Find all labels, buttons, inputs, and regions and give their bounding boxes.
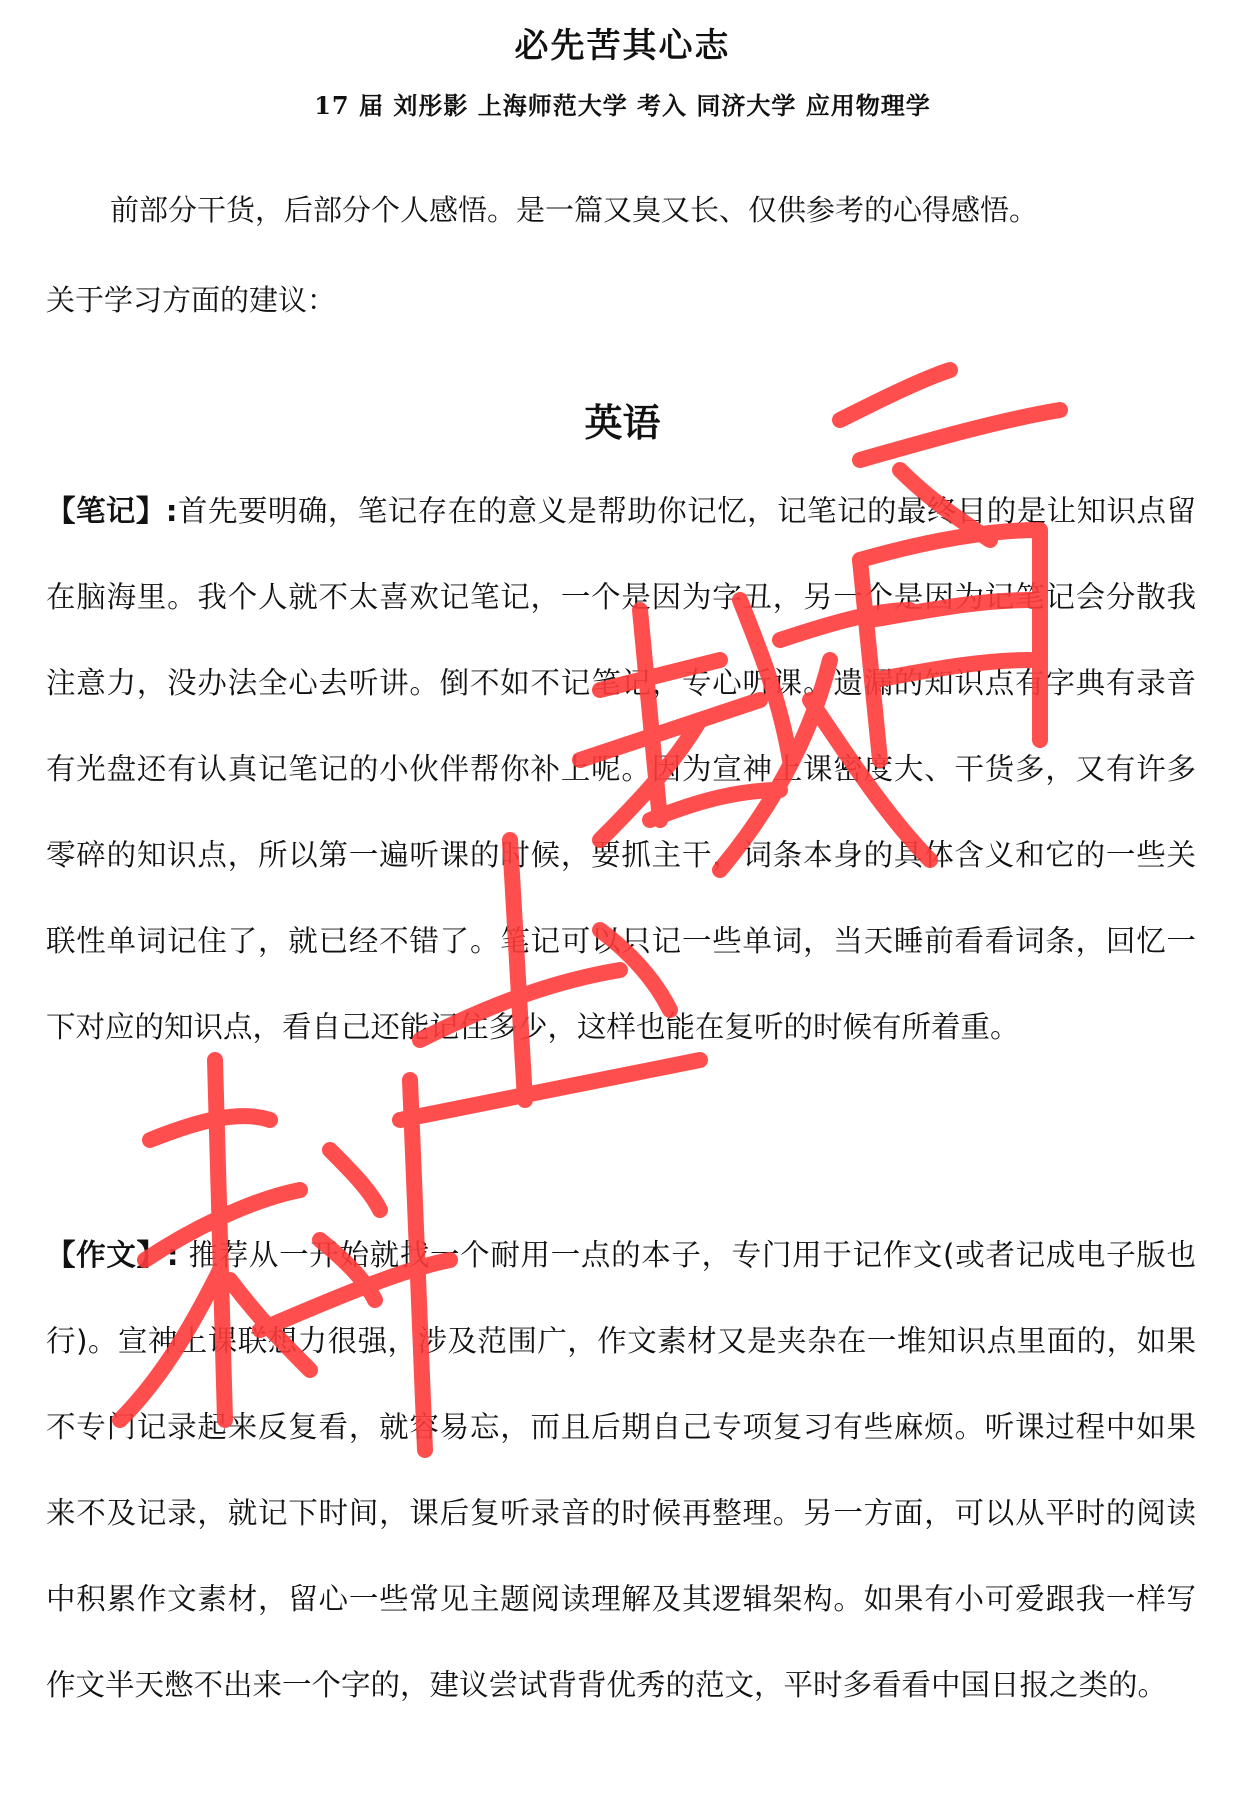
notes-paragraph (46, 468, 1196, 1070)
intro-paragraph: 前部分干货，后部分个人感悟。是一篇又臭又长、仅供参考的心得感悟。 (110, 193, 1039, 227)
notes-tag: 【笔记】: (46, 494, 178, 528)
notes-text: 首先要明确，笔记存在的意义是帮助你记忆，记笔记的最终目的是让知识点留在脑海里。我个人就不太喜欢记笔记，一个是因为字丑，另一个是因为记笔记会分散我注意力，没办法全心去听讲。倒不如不记笔记，专心听课。遗漏的知识点有字典有录音有光盘还有认真记笔记的小伙伴帮你补上呢。因为宣神上课密度大、干货多，又有许多零碎的知识点，所以第一遍听课的时候，要抓主干，词条本身的具体含义和它的一些关联性单词记住了，就已经不错了。笔记可以只记一些单词，当天睡前看看词条，回忆一下对应的知识点，看自己还能记住多少，这样也能在复听的时候有所着重。 (46, 494, 1196, 1044)
author-line: 17 届 刘彤影 上海师范大学 考入 同济大学 应用物理学 (314, 91, 931, 120)
essay-tag: 【作文】: (46, 1238, 179, 1272)
advice-heading: 关于学习方面的建议： (46, 283, 337, 317)
section-title-english: 英语 (584, 401, 661, 445)
essay-paragraph (46, 1212, 1196, 1728)
document-title: 必先苦其心志 (514, 26, 731, 66)
essay-text: 推荐从一开始就找一个耐用一点的本子，专门用于记作文(或者记成电子版也行)。宣神上课联想力很强，涉及范围广，作文素材又是夹杂在一堆知识点里面的，如果不专门记录起来反复看，就容易忘，而且后期自己专项复习有些麻烦。听课过程中如果来不及记录，就记下时间，课后复听录音的时候再整理。另一方面，可以从平时的阅读中积累作文素材，留心一些常见主题阅读理解及其逻辑架构。如果有小可爱跟我一样写作文半天憋不出来一个字的，建议尝试背背优秀的范文，平时多看看中国日报之类的。 (46, 1238, 1196, 1702)
